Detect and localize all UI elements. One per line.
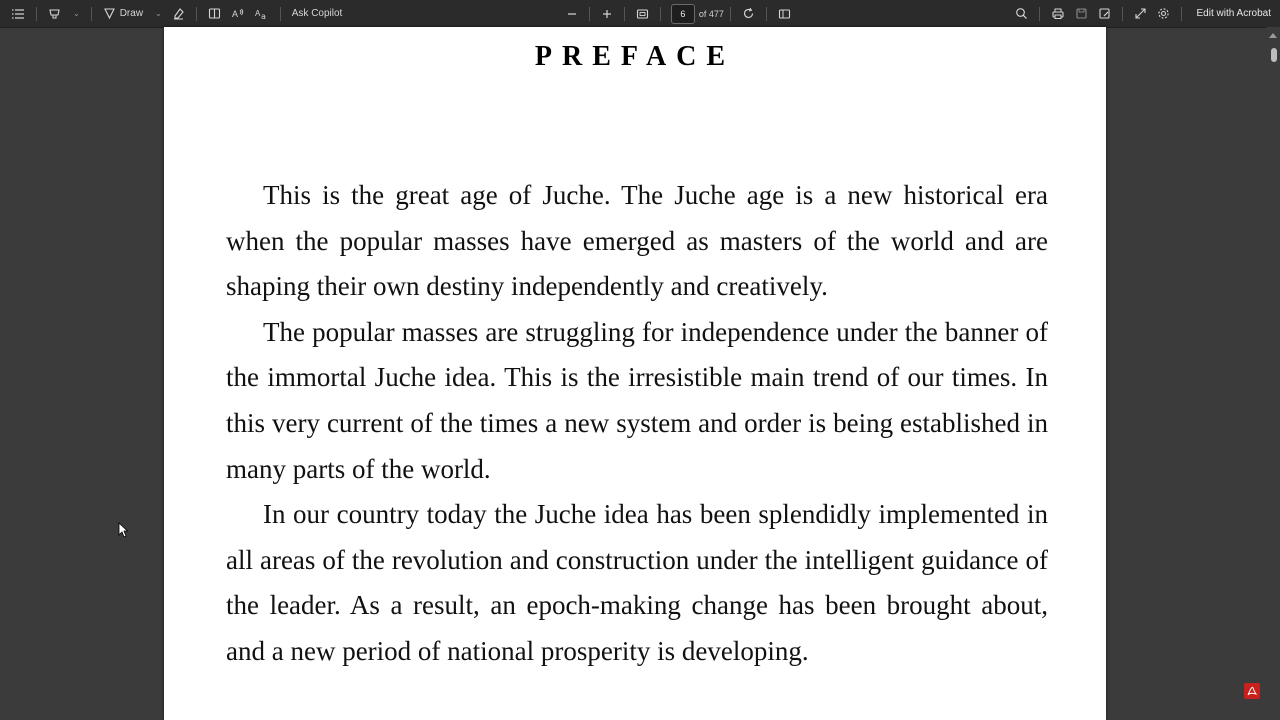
translate-button[interactable] — [251, 4, 273, 24]
draw-options-button[interactable] — [149, 4, 166, 24]
highlight-options-button[interactable] — [67, 4, 84, 24]
fit-page-icon — [636, 8, 649, 20]
zoom-in-button[interactable] — [597, 4, 617, 24]
translate-icon — [255, 7, 269, 20]
highlight-button[interactable] — [44, 4, 65, 24]
save-button[interactable] — [1071, 4, 1092, 24]
print-button[interactable] — [1047, 4, 1069, 24]
toolbar-divider — [766, 7, 767, 21]
page-body — [226, 173, 1048, 675]
paragraph: The popular masses are struggling for independence under the banner of the immortal Juche idea. This is the irresistible main trend of our times. In this very current of the times a new system and order is being established in many parts of the world. — [226, 316, 1048, 484]
page-view-button[interactable] — [204, 4, 225, 24]
zoom-out-button[interactable] — [562, 4, 582, 24]
page-count: of 477 — [698, 8, 724, 19]
edit-with-acrobat-button[interactable] — [1189, 4, 1279, 24]
list-icon — [11, 8, 25, 20]
toolbar-divider — [280, 7, 281, 21]
chevron-down-icon: ⌄ — [73, 9, 80, 18]
save-as-button[interactable] — [1094, 4, 1115, 24]
print-icon — [1051, 7, 1065, 20]
toolbar-divider — [660, 7, 661, 21]
pdf-page — [164, 27, 1106, 720]
erase-button[interactable] — [168, 4, 189, 24]
search-button[interactable] — [1011, 4, 1032, 24]
read-aloud-button[interactable] — [227, 4, 249, 24]
toolbar-divider — [91, 7, 92, 21]
fullscreen-button[interactable] — [1130, 4, 1151, 24]
highlighter-icon — [48, 7, 61, 20]
settings-button[interactable] — [1153, 4, 1174, 24]
ask-copilot-label: Ask Copilot — [291, 8, 343, 19]
edit-with-acrobat-label: Edit with Acrobat — [1196, 8, 1271, 19]
rotate-icon — [742, 7, 755, 20]
paragraph: This is the great age of Juche. The Juche age is a new historical era when the popular masses have emerged as masters of the world and are shaping their own destiny independently and creatively. — [226, 180, 1048, 302]
toolbar-divider — [624, 7, 625, 21]
rotate-button[interactable] — [738, 4, 759, 24]
page-view-toggle-button[interactable] — [774, 4, 795, 24]
svg-text:A: A — [231, 9, 238, 19]
contents-button[interactable] — [7, 4, 29, 24]
svg-text:a: a — [260, 12, 266, 20]
toolbar-divider — [36, 7, 37, 21]
plus-icon — [601, 8, 613, 20]
minus-icon — [566, 8, 578, 20]
acrobat-icon[interactable] — [1244, 683, 1260, 699]
page-number-input[interactable] — [671, 4, 695, 24]
gear-icon — [1157, 7, 1170, 20]
read-aloud-icon — [231, 7, 245, 20]
toolbar-divider — [1181, 7, 1182, 21]
vertical-scrollbar[interactable] — [1266, 27, 1280, 720]
toolbar-divider — [1039, 7, 1040, 21]
toolbar-divider — [730, 7, 731, 21]
fit-page-button[interactable] — [632, 4, 653, 24]
toolbar-divider — [1122, 7, 1123, 21]
draw-label: Draw — [119, 8, 144, 19]
scrollbar-thumb[interactable] — [1271, 48, 1277, 62]
mouse-pointer-icon — [118, 522, 128, 543]
fullscreen-icon — [1134, 7, 1147, 20]
save-as-icon — [1098, 7, 1111, 20]
search-icon — [1015, 7, 1028, 20]
toolbar-divider — [589, 7, 590, 21]
toolbar-divider — [196, 7, 197, 21]
two-page-view-icon — [208, 7, 221, 20]
page-view-icon — [778, 8, 791, 20]
toolbar — [0, 0, 1280, 28]
scroll-up-arrow-icon[interactable] — [1269, 33, 1277, 38]
pen-icon — [103, 7, 116, 20]
paragraph: In our country today the Juche idea has been splendidly implemented in all areas of the revolution and construction under the intelligent guidance of the leader. As a result, an epoch-making change has been brought about, and a new period of national prosperity is developing. — [226, 499, 1048, 666]
eraser-icon — [172, 7, 185, 20]
chevron-down-icon: ⌄ — [155, 9, 162, 18]
save-icon — [1075, 7, 1088, 20]
svg-text:A: A — [254, 9, 261, 18]
draw-button[interactable] — [99, 4, 147, 24]
page-title: PREFACE — [534, 41, 736, 72]
ask-copilot-button[interactable] — [288, 4, 347, 24]
